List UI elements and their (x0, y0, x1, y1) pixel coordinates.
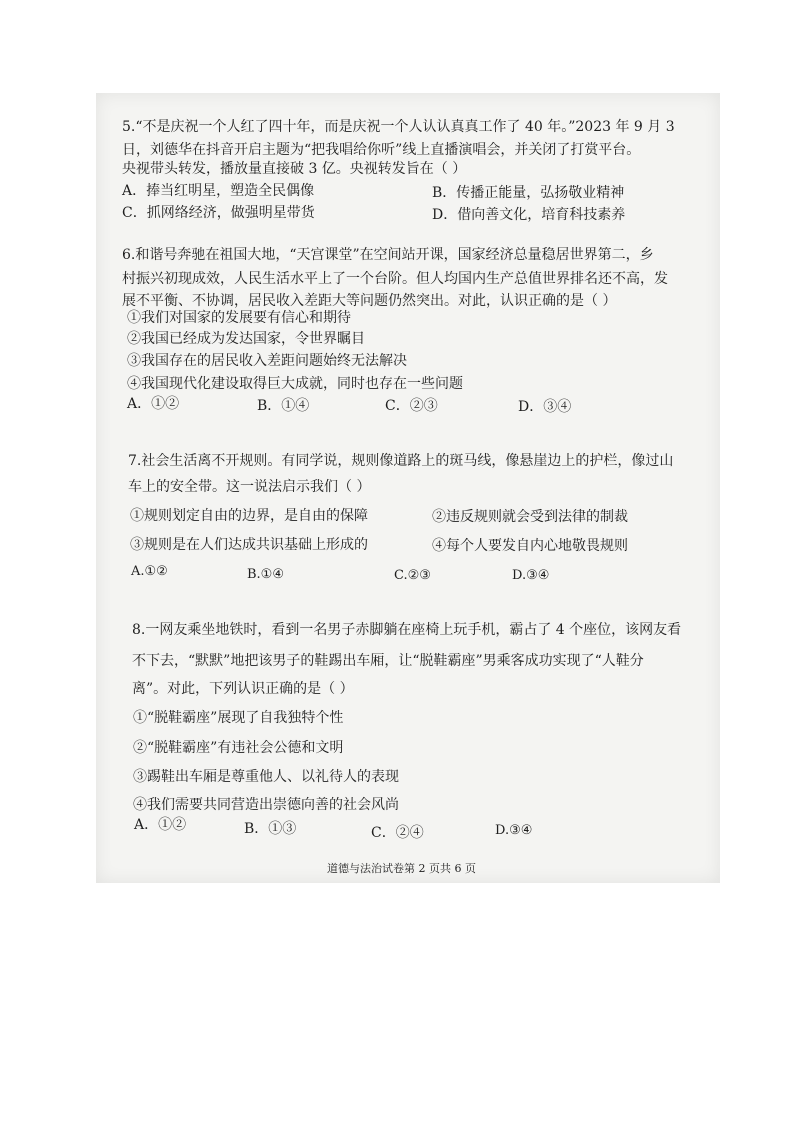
q8-statement-1: ①“脱鞋霸座”展现了自我独特个性 (133, 710, 344, 726)
q5-stem-line-2: 日，刘德华在抖音开启主题为“把我唱给你听”线上直播演唱会，并关闭了打赏平台。 (122, 142, 641, 158)
q6-stem-line-1: 6.和谐号奔驰在祖国大地，“天宫课堂”在空间站开课，国家经济总量稳居世界第二，乡 (122, 247, 654, 263)
q7-option-a: A.①② (131, 564, 168, 579)
q6-statement-4: ④我国现代化建设取得巨大成就，同时也存在一些问题 (127, 376, 463, 392)
q5-option-d: D．借向善文化，培育科技素养 (432, 207, 626, 223)
q5-option-a: A．捧当红明星，塑造全民偶像 (122, 183, 315, 199)
q7-statement-2: ②违反规则就会受到法律的制裁 (432, 509, 628, 525)
q8-stem-line-2: 不下去，“默默”地把该男子的鞋踢出车厢，让“脱鞋霸座”男乘客成功实现了“人鞋分 (132, 653, 644, 669)
q5-stem-line-3: 央视带头转发，播放量直接破 3 亿。央视转发旨在（ ） (122, 161, 467, 177)
q6-statement-3: ③我国存在的居民收入差距问题始终无法解决 (127, 353, 407, 369)
q5-option-b: B．传播正能量，弘扬敬业精神 (432, 185, 625, 201)
q8-stem-line-3: 离”。对此，下列认识正确的是（ ） (132, 681, 354, 697)
q7-stem-line-1: 7.社会生活离不开规则。有同学说，规则像道路上的斑马线，像悬崖边上的护栏，像过山 (128, 453, 674, 469)
q6-option-c: C．②③ (385, 398, 438, 414)
q8-statement-3: ③踢鞋出车厢是尊重他人、以礼待人的表现 (133, 769, 399, 785)
q8-option-a: A．①② (134, 817, 187, 833)
page-footer: 道德与法治试卷第 2 页共 6 页 (327, 862, 476, 875)
q6-stem-line-3: 展不平衡、不协调，居民收入差距大等问题仍然突出。对此，认识正确的是（ ） (122, 293, 617, 309)
q8-option-d: D.③④ (495, 823, 533, 838)
q7-statement-3: ③规则是在人们达成共识基础上形成的 (130, 537, 368, 553)
q8-stem-line-1: 8.一网友乘坐地铁时，看到一名男子赤脚躺在座椅上玩手机，霸占了 4 个座位，该网友看 (132, 622, 682, 638)
q8-option-b: B．①③ (244, 821, 297, 837)
q5-option-c: C．抓网络经济，做强明星带货 (122, 205, 315, 221)
q7-stem-line-2: 车上的安全带。这一说法启示我们（ ） (128, 479, 371, 495)
q6-stem-line-2: 村振兴初现成效，人民生活水平上了一个台阶。但人均国内生产总值世界排名还不高，发 (122, 271, 668, 287)
q6-option-b: B．①④ (257, 398, 310, 414)
q7-option-b: B.①④ (247, 567, 284, 582)
q7-statement-4: ④每个人要发自内心地敬畏规则 (432, 538, 628, 554)
q5-stem-line-1: 5.“不是庆祝一个人红了四十年，而是庆祝一个人认认真真工作了 40 年。”2023 年 9 月 3 (122, 119, 675, 135)
q7-option-d: D.③④ (512, 568, 550, 583)
q6-statement-1: ①我们对国家的发展要有信心和期待 (127, 310, 351, 326)
q8-statement-2: ②“脱鞋霸座”有违社会公德和文明 (133, 740, 344, 756)
q8-statement-4: ④我们需要共同营造出崇德向善的社会风尚 (133, 797, 399, 813)
q7-statement-1: ①规则划定自由的边界，是自由的保障 (130, 508, 368, 524)
q7-option-c: C.②③ (394, 568, 431, 583)
q8-option-c: C．②④ (371, 825, 424, 841)
q6-option-d: D．③④ (518, 399, 572, 415)
q6-statement-2: ②我国已经成为发达国家，令世界瞩目 (127, 331, 365, 347)
q6-option-a: A．①② (127, 396, 180, 412)
